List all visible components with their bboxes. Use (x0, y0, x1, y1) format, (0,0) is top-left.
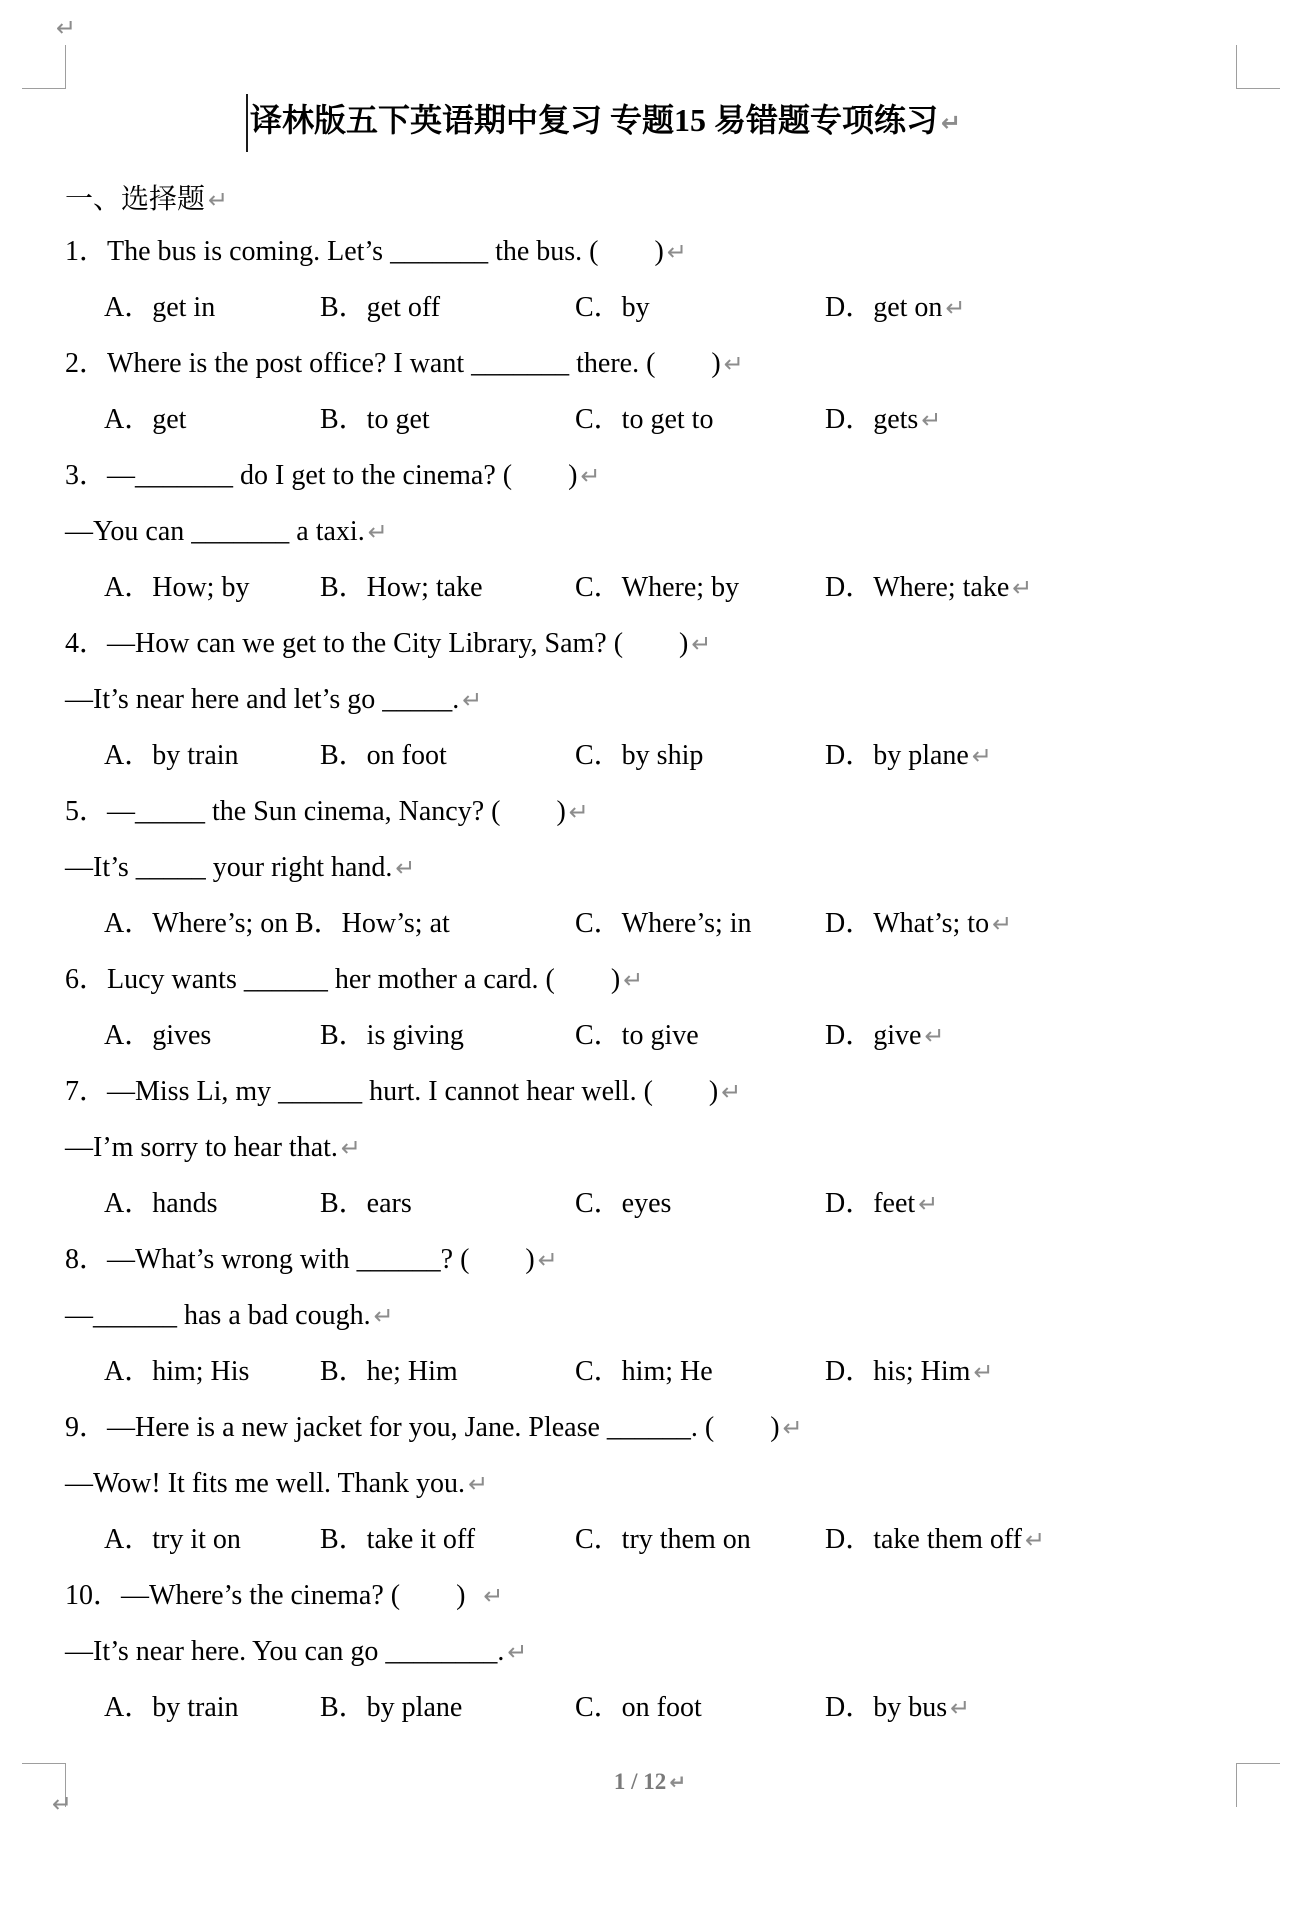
option-c: C．him; He (575, 1356, 713, 1387)
return-mark-icon: ↵ (537, 1246, 558, 1274)
return-mark-icon: ↵ (340, 1134, 362, 1162)
page-title-text: 译林版五下英语期中复习 专题15 易错题专项练习 (250, 102, 939, 138)
option-d-text: D．by plane (825, 740, 969, 771)
return-mark-icon: ↵ (950, 1694, 971, 1722)
option-d-text: D．by bus (825, 1692, 948, 1723)
question-reply-text: —It’s near here and let’s go _____. (65, 684, 460, 715)
option-a: A．get in (104, 292, 216, 323)
question-7-reply (65, 1128, 1240, 1168)
option-d (825, 568, 1032, 608)
option-d-text: D．Where; take (825, 572, 1010, 603)
option-b: B．How; take (320, 572, 483, 603)
option-d (825, 1184, 938, 1224)
question-reply-text: —You can _______ a taxi. (65, 516, 365, 547)
question-10-reply (65, 1632, 1240, 1672)
option-c: C．to get to (575, 404, 714, 435)
question-stem-text: 1．The bus is coming. Let’s _______ the bus. ( ) (65, 236, 664, 267)
question-7-stem (65, 1072, 1240, 1112)
return-mark-icon: ↵ (208, 186, 229, 214)
return-mark-icon: ↵ (691, 630, 712, 658)
return-mark-icon: ↵ (918, 1190, 939, 1218)
return-mark-icon: ↵ (782, 1414, 803, 1442)
question-stem-text: 5．—_____ the Sun cinema, Nancy? ( ) (65, 796, 566, 827)
return-mark-icon: ↵ (945, 294, 966, 322)
option-a: A．How; by (104, 572, 250, 603)
option-d (825, 1520, 1045, 1560)
option-d-text: D．take them off (825, 1524, 1022, 1555)
option-d (825, 1016, 945, 1056)
return-mark-icon: ↵ (373, 1302, 394, 1330)
question-stem-text: 6．Lucy wants ______ her mother a card. ( ) (65, 964, 621, 995)
return-mark-icon: ↵ (971, 742, 992, 770)
option-a: A．by train (104, 1692, 239, 1723)
option-c: C．Where; by (575, 572, 740, 603)
question-2-options (65, 400, 1240, 440)
option-d-text: D．give (825, 1020, 922, 1051)
question-10-options (65, 1688, 1240, 1728)
question-reply-text: —It’s near here. You can go ________. (65, 1636, 505, 1667)
page-number-footer (0, 1766, 1300, 1798)
return-mark-icon: ↵ (721, 1078, 742, 1106)
return-mark-icon: ↵ (580, 462, 601, 490)
option-d-text: D．What’s; to (825, 908, 990, 939)
question-10-stem (65, 1576, 1240, 1616)
question-4-stem (65, 624, 1240, 664)
option-a: A．him; His (104, 1356, 250, 1387)
question-6-options (65, 1016, 1240, 1056)
return-mark-icon: ↵ (623, 966, 644, 994)
section-heading (65, 180, 1240, 220)
text-cursor (246, 94, 248, 152)
return-mark-icon: ↵ (367, 518, 388, 546)
return-mark-icon: ↵ (924, 1022, 945, 1050)
question-stem-text: 10．—Where’s the cinema? ( ) (65, 1580, 466, 1611)
page-title (250, 96, 961, 144)
option-d (825, 1688, 970, 1728)
return-mark-icon: ↵ (723, 350, 744, 378)
option-c: C．try them on (575, 1524, 751, 1555)
option-d (825, 904, 1012, 944)
return-mark-icon: ↵ (941, 109, 962, 137)
question-reply-text: —It’s _____ your right hand. (65, 852, 393, 883)
question-stem-text: 9．—Here is a new jacket for you, Jane. Please ______. ( ) (65, 1412, 780, 1443)
option-d-text: D．feet (825, 1188, 916, 1219)
option-b: B．on foot (320, 740, 447, 771)
question-7-options (65, 1184, 1240, 1224)
option-c: C．by (575, 292, 650, 323)
question-stem-text: 8．—What’s wrong with ______? ( ) (65, 1244, 535, 1275)
option-b: B．is giving (320, 1020, 464, 1051)
question-1-stem (65, 232, 1240, 272)
question-4-options (65, 736, 1240, 776)
option-a: A．Where’s; on (104, 908, 289, 939)
return-mark-icon: ↵ (52, 1790, 73, 1818)
option-a: A．gives (104, 1020, 212, 1051)
return-mark-icon: ↵ (395, 854, 416, 882)
margin-corner-mark-top-right (1236, 45, 1280, 89)
question-9-reply (65, 1464, 1240, 1504)
question-4-reply (65, 680, 1240, 720)
return-mark-icon: ↵ (56, 14, 77, 42)
option-d-text: D．his; Him (825, 1356, 971, 1387)
option-d-text: D．get on (825, 292, 943, 323)
return-mark-icon: ↵ (992, 910, 1013, 938)
option-b: B．by plane (320, 1692, 463, 1723)
option-d (825, 1352, 994, 1392)
question-1-options (65, 288, 1240, 328)
question-8-options (65, 1352, 1240, 1392)
option-d (825, 736, 992, 776)
question-stem-text: 7．—Miss Li, my ______ hurt. I cannot hear well. ( ) (65, 1076, 719, 1107)
return-mark-icon: ↵ (1012, 574, 1033, 602)
return-mark-icon: ↵ (1025, 1526, 1046, 1554)
option-c: C．on foot (575, 1692, 702, 1723)
option-b: B．ears (320, 1188, 412, 1219)
return-mark-icon: ↵ (483, 1582, 504, 1610)
question-reply-text: —I’m sorry to hear that. (65, 1132, 338, 1163)
option-b: B．take it off (320, 1524, 476, 1555)
option-b: B．How’s; at (295, 908, 450, 939)
option-c: C．Where’s; in (575, 908, 752, 939)
option-d (825, 288, 966, 328)
return-mark-icon: ↵ (973, 1358, 994, 1386)
question-reply-text: —______ has a bad cough. (65, 1300, 371, 1331)
question-stem-text: 3．—_______ do I get to the cinema? ( ) (65, 460, 578, 491)
return-mark-icon: ↵ (921, 406, 942, 434)
option-b: B．to get (320, 404, 430, 435)
question-stem-text: 2．Where is the post office? I want _______ there. ( ) (65, 348, 721, 379)
option-d (825, 400, 941, 440)
option-a: A．get (104, 404, 187, 435)
option-b: B．he; Him (320, 1356, 458, 1387)
option-c: C．eyes (575, 1188, 672, 1219)
question-5-reply (65, 848, 1240, 888)
option-a: A．by train (104, 740, 239, 771)
question-5-stem (65, 792, 1240, 832)
option-c: C．to give (575, 1020, 699, 1051)
question-3-stem (65, 456, 1240, 496)
question-3-options (65, 568, 1240, 608)
option-a: A．hands (104, 1188, 218, 1219)
question-6-stem (65, 960, 1240, 1000)
question-stem-text: 4．—How can we get to the City Library, Sam? ( ) (65, 628, 689, 659)
question-5-options (65, 904, 1240, 944)
return-mark-icon: ↵ (666, 238, 687, 266)
return-mark-icon: ↵ (468, 1470, 489, 1498)
question-3-reply (65, 512, 1240, 552)
option-a: A．try it on (104, 1524, 241, 1555)
question-2-stem (65, 344, 1240, 384)
question-reply-text: —Wow! It fits me well. Thank you. (65, 1468, 466, 1499)
option-d-text: D．gets (825, 404, 919, 435)
margin-corner-mark-top-left (22, 45, 66, 89)
question-9-options (65, 1520, 1240, 1560)
return-mark-icon: ↵ (568, 798, 589, 826)
question-9-stem (65, 1408, 1240, 1448)
option-c: C．by ship (575, 740, 704, 771)
return-mark-icon: ↵ (462, 686, 483, 714)
question-8-reply (65, 1296, 1240, 1336)
section-heading-text: 一、选择题 (65, 184, 206, 215)
return-mark-icon: ↵ (507, 1638, 528, 1666)
option-b: B．get off (320, 292, 441, 323)
page-number-text: 1 / 12 (613, 1769, 667, 1794)
return-mark-icon: ↵ (669, 1770, 687, 1794)
question-8-stem (65, 1240, 1240, 1280)
